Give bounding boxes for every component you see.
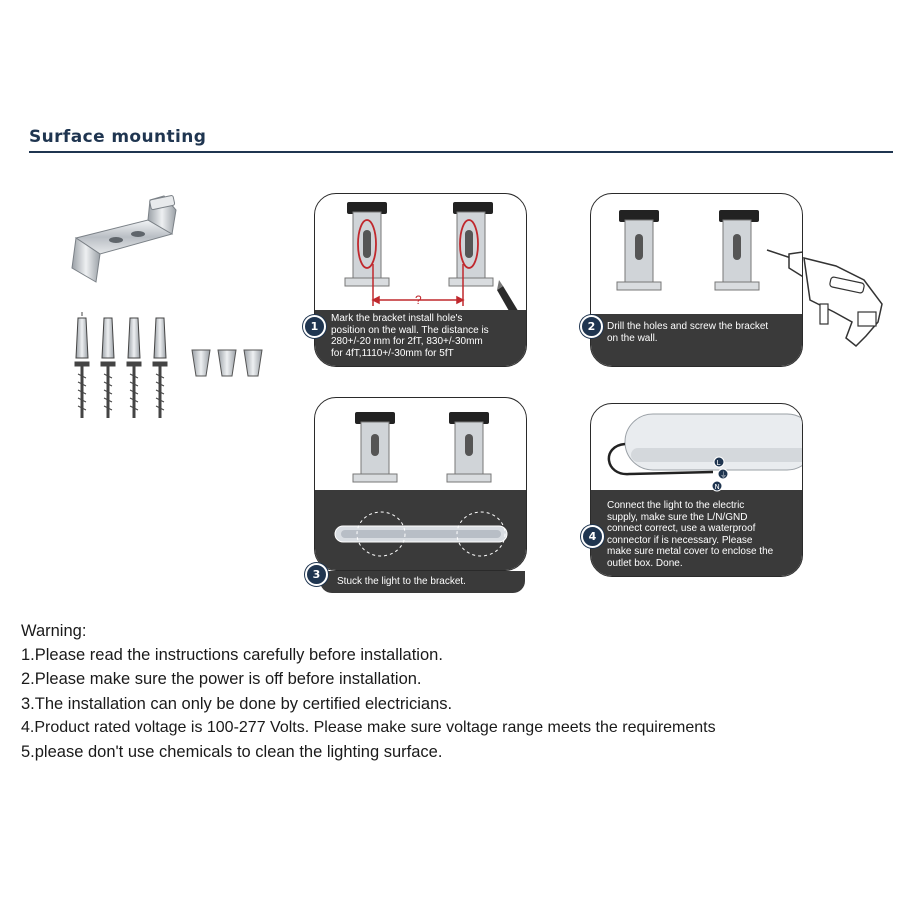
bracket-left-icon [345,202,389,286]
step-1-card [314,193,527,367]
bracket-clip-icon [72,195,176,282]
step-1-badge: 1 [303,315,326,338]
wire-label-ground: ⏚ [720,471,727,479]
wall-anchor-and-screw-icons [75,312,167,418]
step-2-text: Drill the holes and screw the bracket on the wall. [607,321,769,344]
mounting-hardware-illustration [60,190,340,430]
warning-item-1: 1.Please read the instructions carefully before installation. [21,646,443,665]
distance-unknown-label: ? [415,293,422,307]
step-3-badge: 3 [305,563,328,586]
bracket-left-icon [353,412,397,482]
bracket-right-icon [715,210,759,290]
wire-connector-icons [192,350,262,376]
warning-item-5: 5.please don't use chemicals to clean the lighting surface. [21,743,443,762]
step-4-text: Connect the light to the electric supply, make sure the L/N/GND connect correct, use a waterproof connector if is necessary. Please make sure metal cover to enclose the outlet box. Done. [607,500,774,569]
step-2-badge: 2 [580,315,603,338]
step-4-badge: 4 [581,525,604,548]
step-3-text: Stuck the light to the bracket. [337,576,466,587]
bracket-left-icon [617,210,661,290]
step-3-card [314,397,527,571]
step-1-text: Mark the bracket install hole's position on the wall. The distance is 280+/-20 mm for 2fT, 830+/-30mm for 4fT,1110+/-30mm for 5fT [331,313,489,359]
warning-item-4: 4.Product rated voltage is 100-277 Volts. Please make sure voltage range meets the requirements [21,718,716,736]
title-divider [29,151,893,153]
step-3-mount-illustration [315,398,527,571]
wire-label-l: L [716,459,721,467]
page-title: Surface mounting [29,127,207,147]
warning-item-2: 2.Please make sure the power is off before installation. [21,670,422,689]
step-2-card [590,193,803,367]
warning-heading: Warning: [21,622,87,640]
warning-item-3: 3.The installation can only be done by certified electricians. [21,694,453,713]
wire-label-n: N [714,483,720,491]
step-4-card [590,403,803,577]
warning-section [21,619,716,764]
power-drill-body-icon [790,250,890,350]
bracket-right-icon [449,202,493,286]
bracket-right-icon [447,412,491,482]
